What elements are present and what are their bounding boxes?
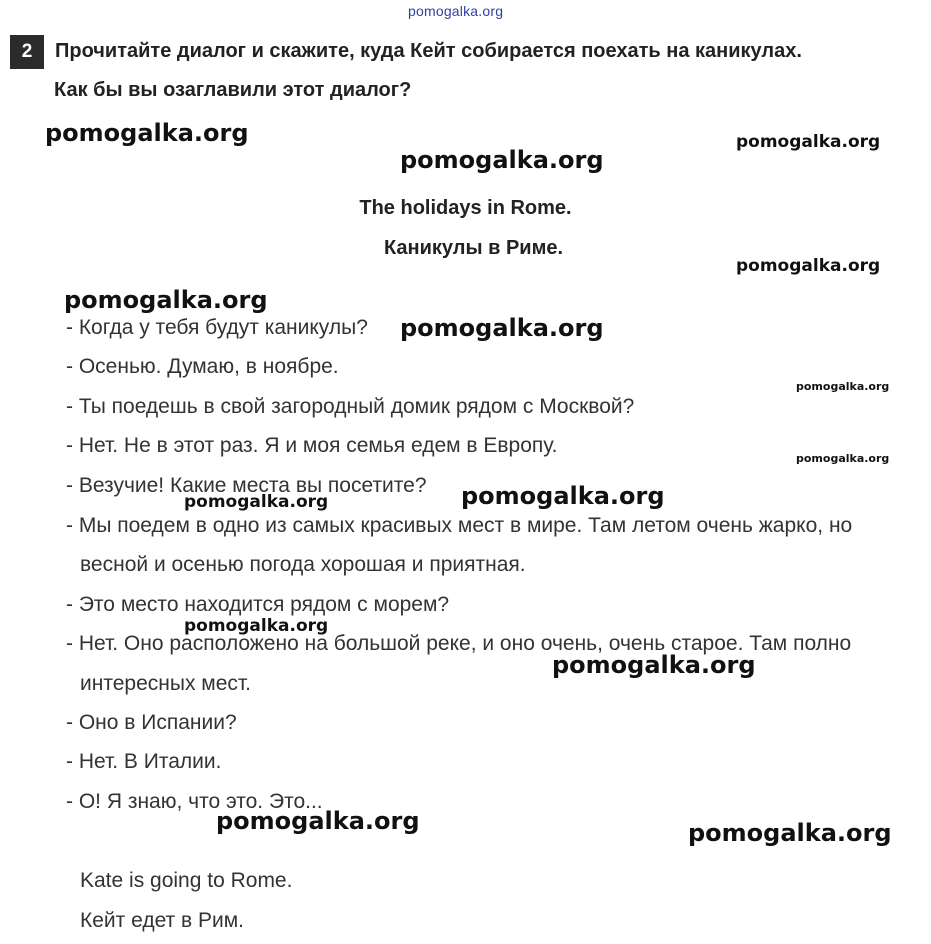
task-instruction-line1: Прочитайте диалог и скажите, куда Кейт собирается поехать на каникулах. (55, 40, 802, 62)
watermark: pomogalka.org (796, 380, 890, 393)
dialogue-title-russian: Каникулы в Риме. (383, 237, 564, 259)
task-instruction-line2: Как бы вы озаглавили этот диалог? (54, 79, 412, 101)
dialogue-line: - Везучие! Какие места вы посетите? (66, 474, 427, 497)
dialogue-line: - Осенью. Думаю, в ноябре. (66, 355, 339, 378)
watermark: pomogalka.org (400, 314, 604, 342)
dialogue-line: - Нет. В Италии. (66, 750, 222, 773)
dialogue-line: - О! Я знаю, что это. Это... (66, 790, 323, 813)
dialogue-line-continuation: интересных мест. (80, 672, 252, 695)
site-label: pomogalka.org (408, 3, 504, 19)
watermark: pomogalka.org (64, 286, 268, 314)
answer-russian: Кейт едет в Рим. (80, 909, 245, 932)
dialogue-line: - Оно в Испании? (66, 711, 237, 734)
dialogue-line: - Когда у тебя будут каникулы? (66, 316, 368, 339)
dialogue-line: - Это место находится рядом с морем? (66, 593, 450, 616)
watermark: pomogalka.org (461, 482, 665, 510)
watermark: pomogalka.org (184, 492, 329, 512)
dialogue-title-english: The holidays in Rome. (359, 197, 572, 219)
watermark: pomogalka.org (736, 256, 881, 276)
dialogue-line: - Нет. Оно расположено на большой реке, и оно очень, очень старое. Там полно (66, 632, 852, 655)
watermark: pomogalka.org (796, 452, 890, 465)
dialogue-line: - Нет. Не в этот раз. Я и моя семья едем в Европу. (66, 434, 558, 457)
watermark: pomogalka.org (45, 119, 249, 147)
watermark: pomogalka.org (688, 819, 892, 847)
watermark: pomogalka.org (736, 132, 881, 152)
answer-english: Kate is going to Rome. (80, 869, 293, 892)
dialogue-line-continuation: весной и осенью погода хорошая и приятная. (80, 553, 526, 576)
watermark: pomogalka.org (216, 807, 420, 835)
watermark: pomogalka.org (552, 651, 756, 679)
watermark: pomogalka.org (400, 146, 604, 174)
dialogue-line: - Мы поедем в одно из самых красивых мест в мире. Там летом очень жарко, но (66, 514, 853, 537)
dialogue-line: - Ты поедешь в свой загородный домик рядом с Москвой? (66, 395, 635, 418)
watermark: pomogalka.org (184, 616, 329, 636)
task-number-badge: 2 (10, 35, 44, 69)
